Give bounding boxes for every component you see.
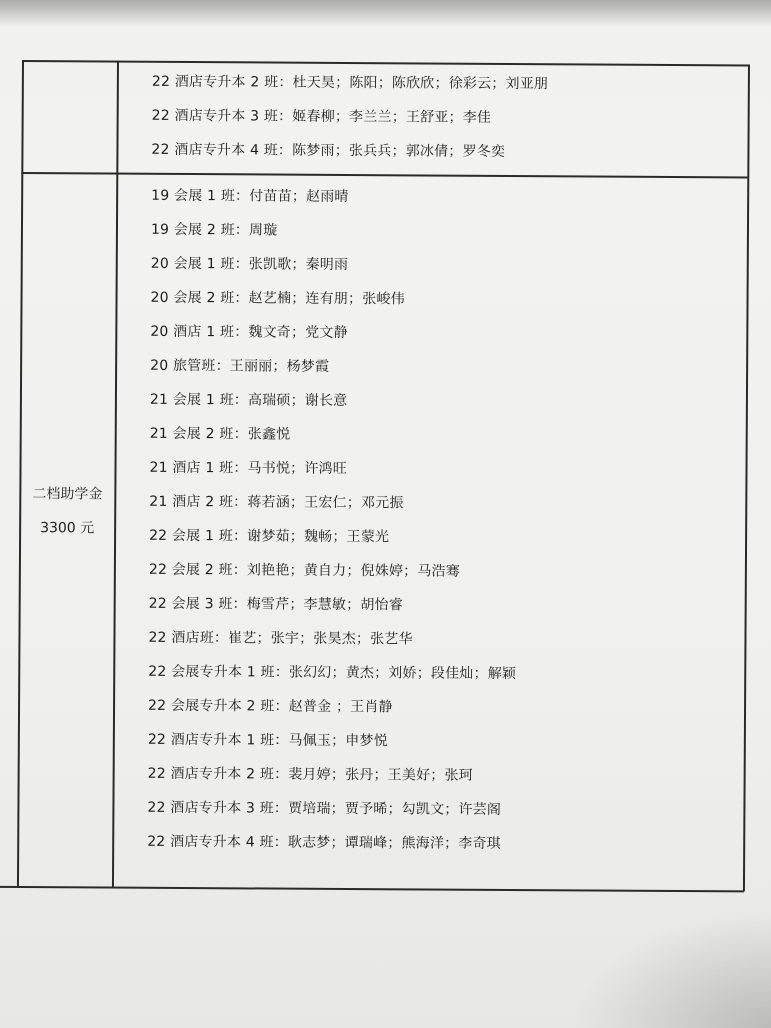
list-item: 22 酒店专升本 3 班：姬春柳；李兰兰；王舒亚；李佳 — [151, 107, 492, 126]
list-item: 22 酒店班：崔艺；张宇；张昊杰；张艺华 — [148, 629, 413, 648]
list-item: 20 酒店 1 班：魏文奇；党文静 — [150, 323, 348, 341]
tier-label-amount: 3300 元 — [40, 520, 95, 537]
list-item: 19 会展 1 班：付苗苗；赵雨晴 — [151, 187, 349, 205]
tier-label-name: 二档助学金 — [32, 486, 103, 503]
list-item: 22 酒店专升本 2 班：杜天昊；陈阳；陈欣欣；徐彩云；刘亚朋 — [151, 73, 549, 93]
table-left-border — [17, 60, 24, 887]
list-item: 22 酒店专升本 1 班：马佩玉；申梦悦 — [147, 731, 388, 750]
list-item: 22 酒店专升本 3 班：贾培瑞；贾予晞；勾凯文；许芸阁 — [147, 799, 502, 818]
list-item: 20 会展 2 班：赵艺楠；连有朋；张峻伟 — [150, 289, 405, 308]
tier2-list-cell — [113, 173, 748, 891]
list-item: 21 会展 1 班：高瑞硕；谢长意 — [149, 391, 348, 409]
list-item: 21 酒店 1 班：马书悦；许鸿旺 — [149, 459, 348, 477]
top-section-cell — [117, 61, 749, 177]
list-item: 22 会展专升本 2 班：赵普金 ；王肖静 — [148, 697, 393, 716]
list-item: 21 酒店 2 班：蒋若涵；王宏仁；邓元振 — [149, 493, 404, 512]
list-item: 21 会展 2 班：张鑫悦 — [149, 425, 291, 443]
list-item: 19 会展 2 班：周璇 — [150, 221, 278, 239]
page-corner-shadow — [571, 908, 771, 1028]
scholarship-table — [17, 60, 749, 892]
list-item: 20 会展 1 班：张凯歌；秦明雨 — [150, 255, 349, 273]
list-item: 22 酒店专升本 2 班：裴月婷；张丹；王美好；张珂 — [147, 765, 473, 784]
list-item: 22 会展专升本 1 班：张幻幻；黄杰；刘娇；段佳灿；解颖 — [148, 663, 517, 683]
list-item: 20 旅管班：王丽丽；杨梦霞 — [150, 357, 330, 375]
list-item: 22 酒店专升本 4 班：陈梦雨；张兵兵；郭冰倩；罗冬奕 — [151, 141, 506, 160]
page-edge-shadow — [0, 0, 771, 26]
list-item: 22 酒店专升本 4 班：耿志梦；谭瑞峰；熊海洋；李奇琪 — [147, 833, 501, 852]
list-item: 22 会展 3 班：梅雪芹；李慧敏；胡怡睿 — [148, 595, 404, 614]
list-item: 22 会展 1 班：谢梦茹；魏畅；王蒙光 — [149, 527, 390, 546]
list-item: 22 会展 2 班：刘艳艳；黄自力；倪姝婷；马浩骞 — [148, 561, 461, 580]
